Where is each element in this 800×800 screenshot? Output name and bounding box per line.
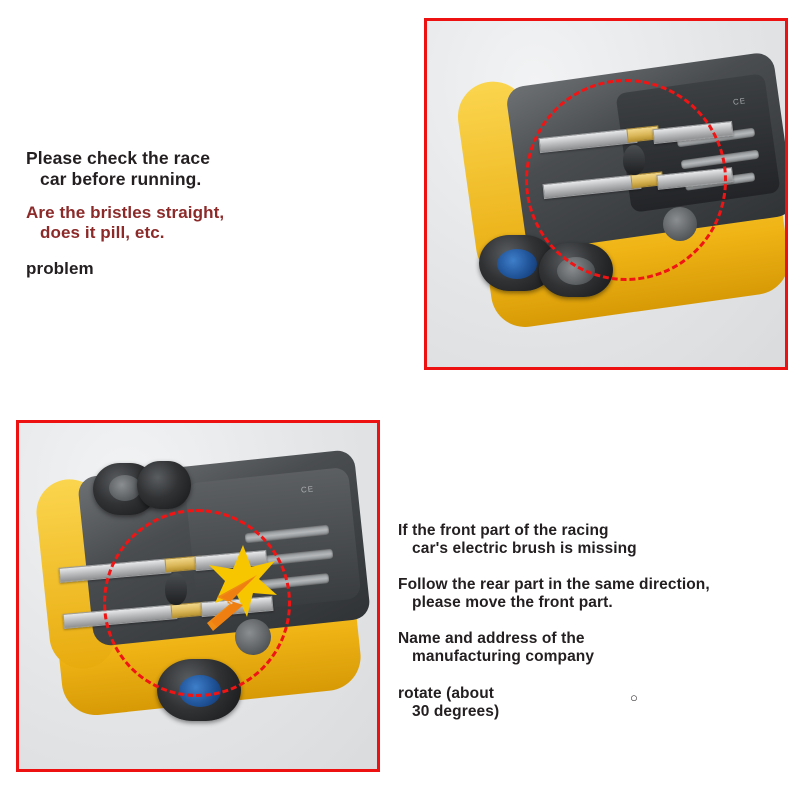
ce-marking-label-2: CE	[300, 484, 315, 495]
note-line-4: rotate (about	[398, 684, 495, 702]
note-line-2: Follow the rear part in the same direction,	[398, 575, 710, 593]
degree-symbol: ○	[630, 690, 638, 705]
note-line-3: Name and address of the	[398, 630, 585, 648]
wheel-front-top-2	[137, 461, 191, 509]
photo-panel-bottom-left	[16, 420, 380, 772]
rotate-arrow-icon	[197, 569, 265, 637]
instruction-line-2b: does it pill, etc.	[40, 223, 165, 243]
wheel-rear-hub	[497, 249, 537, 279]
note-line-1b: car's electric brush is missing	[412, 540, 637, 558]
highlight-circle-top	[525, 79, 727, 281]
note-line-4b: 30 degrees)	[412, 702, 500, 720]
instructions-top-left	[26, 148, 396, 279]
photo-panel-top-right	[424, 18, 788, 370]
note-line-1: If the front part of the racing	[398, 522, 609, 539]
ce-marking-label: CE	[732, 96, 747, 107]
instruction-line-3: problem	[26, 259, 94, 279]
note-line-3b: manufacturing company	[412, 648, 595, 666]
instruction-line-1b: car before running.	[40, 168, 202, 189]
racer-photo-bottom	[19, 423, 377, 769]
instruction-line-1: Please check the race	[26, 148, 211, 168]
instructions-bottom-right	[398, 522, 788, 721]
note-line-2b: please move the front part.	[412, 593, 613, 611]
instruction-line-2: Are the bristles straight,	[26, 203, 225, 223]
racer-photo-top	[427, 21, 785, 367]
